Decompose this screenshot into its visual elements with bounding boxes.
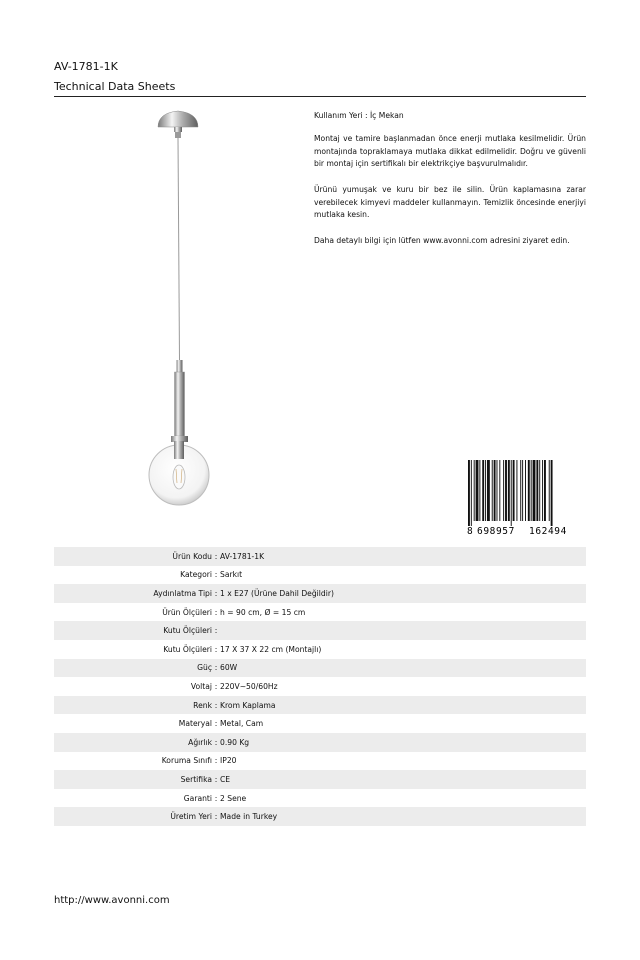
cleaning-instructions-text: Ürünü yumuşak ve kuru bir bez ile silin. Ürün kaplamasına zarar verebilecek kimyevi maddeler kullanmayın. Temizlik öncesinde enerjiyi mutlaka kesin. (314, 185, 586, 219)
spec-value (220, 621, 586, 640)
spec-key: Garanti (183, 793, 212, 803)
barcode-digits-right: 162494 (529, 526, 567, 537)
spec-row (54, 733, 586, 752)
barcode-bar (499, 460, 500, 521)
spec-separator: : (212, 733, 220, 752)
spec-row (54, 584, 586, 603)
barcode-bar (476, 460, 479, 521)
spec-value: Made in Turkey (220, 807, 586, 826)
spec-separator: : (214, 644, 218, 654)
spec-separator: : (212, 807, 220, 826)
spec-row (54, 566, 586, 585)
spec-row (54, 807, 586, 826)
barcode-bar (533, 460, 536, 521)
spec-row (54, 677, 586, 696)
spec-value: AV-1781-1K (220, 547, 586, 566)
barcode-bar (551, 460, 553, 526)
barcode (465, 460, 586, 538)
spec-value: 0.90 Kg (220, 733, 586, 752)
header-divider (54, 96, 586, 97)
website-link[interactable]: http://www.avonni.com (54, 895, 170, 906)
pendant-lamp-image (140, 105, 240, 525)
spec-key: Ürün Kodu (54, 547, 212, 566)
safety-warning-text: Montaj ve tamire başlanmadan önce enerji mutlaka kesilmelidir. Ürün montajında topraklamaya mutlaka dikkat edilmelidir. Doğru ve güvenli bir montaj için sertifikalı bir elektrikçiye başvurulmalıdır. (314, 134, 586, 168)
spec-row (54, 640, 586, 659)
spec-key: Güç (54, 659, 212, 678)
spec-key: Kutu Ölçüleri (163, 644, 212, 654)
barcode-bar (508, 460, 510, 521)
usage-text: Kullanım Yeri : İç Mekan (314, 111, 404, 120)
spec-row (54, 770, 586, 789)
spec-separator: : (214, 681, 218, 691)
spec-key: Koruma Sınıfı (161, 756, 212, 766)
spec-separator: : (214, 607, 218, 617)
specifications-table (54, 547, 586, 826)
spec-row (54, 621, 586, 640)
spec-row (54, 603, 586, 622)
spec-key: Kutu Ölçüleri (54, 621, 212, 640)
barcode-bars (468, 460, 553, 526)
spec-value: 1 x E27 (Ürüne Dahil Değildir) (220, 584, 586, 603)
spec-value: Krom Kaplama (220, 696, 586, 715)
spec-row (54, 696, 586, 715)
product-code-heading: AV-1781-1K (54, 60, 118, 73)
barcode-bar (482, 460, 484, 521)
barcode-bar (497, 460, 498, 521)
spec-separator: : (212, 584, 220, 603)
barcode-bar (471, 460, 472, 526)
barcode-bar (479, 460, 480, 521)
spec-separator: : (212, 547, 220, 566)
spec-separator: : (212, 696, 220, 715)
barcode-bar (542, 460, 543, 521)
spec-separator: : (212, 770, 220, 789)
barcode-bar (531, 460, 532, 521)
barcode-bar (492, 460, 493, 521)
spec-row (54, 714, 586, 733)
barcode-bar (520, 460, 521, 521)
spec-key: Üretim Yeri (54, 807, 212, 826)
spec-separator: : (212, 621, 220, 640)
barcode-bar (528, 460, 530, 521)
spec-value: 60W (220, 659, 586, 678)
spec-separator: : (214, 570, 218, 580)
barcode-bar (513, 460, 515, 521)
spec-key: Sertifika (54, 770, 212, 789)
barcode-bar (511, 460, 512, 526)
document-subtitle: Technical Data Sheets (54, 80, 176, 93)
barcode-bar (544, 460, 546, 521)
spec-row (54, 752, 586, 771)
spec-value: Metal, Cam (220, 719, 264, 729)
spec-key: Voltaj (190, 681, 212, 691)
barcode-bar (468, 460, 470, 526)
barcode-bar (525, 460, 526, 521)
barcode-bar (474, 460, 475, 521)
barcode-bar (485, 460, 486, 521)
barcode-bar (503, 460, 504, 521)
barcode-bar (536, 460, 538, 521)
barcode-digit-lead: 8 (467, 526, 473, 537)
spec-separator: : (214, 756, 218, 766)
spec-key: Materyal (178, 719, 212, 729)
more-info-text: Daha detaylı bilgi için lütfen www.avonni.com adresini ziyaret edin. (314, 236, 570, 245)
spec-separator: : (212, 659, 220, 678)
spec-key: Aydınlatma Tipi (54, 584, 212, 603)
spec-key: Ağırlık (54, 733, 212, 752)
barcode-bar (539, 460, 540, 521)
barcode-bar (516, 460, 517, 521)
spec-value: CE (220, 770, 586, 789)
barcode-bar (549, 460, 550, 521)
barcode-bar (505, 460, 507, 521)
spec-value: 2 Sene (220, 793, 247, 803)
spec-row (54, 547, 586, 566)
barcode-digits-left: 698957 (477, 526, 515, 537)
spec-separator: : (214, 719, 218, 729)
spec-key: Renk (54, 696, 212, 715)
spec-row (54, 659, 586, 678)
spec-value: 220V~50/60Hz (220, 681, 278, 691)
spec-value: h = 90 cm, Ø = 15 cm (220, 607, 306, 617)
barcode-bar (494, 460, 496, 521)
spec-key: Kategori (180, 570, 212, 580)
barcode-bar (487, 460, 490, 521)
barcode-bar (522, 460, 523, 521)
spec-value: IP20 (220, 756, 237, 766)
spec-row (54, 789, 586, 808)
spec-key: Ürün Ölçüleri (162, 607, 212, 617)
spec-separator: : (214, 793, 218, 803)
spec-value: 17 X 37 X 22 cm (Montajlı) (220, 644, 322, 654)
spec-value: Sarkıt (220, 570, 243, 580)
